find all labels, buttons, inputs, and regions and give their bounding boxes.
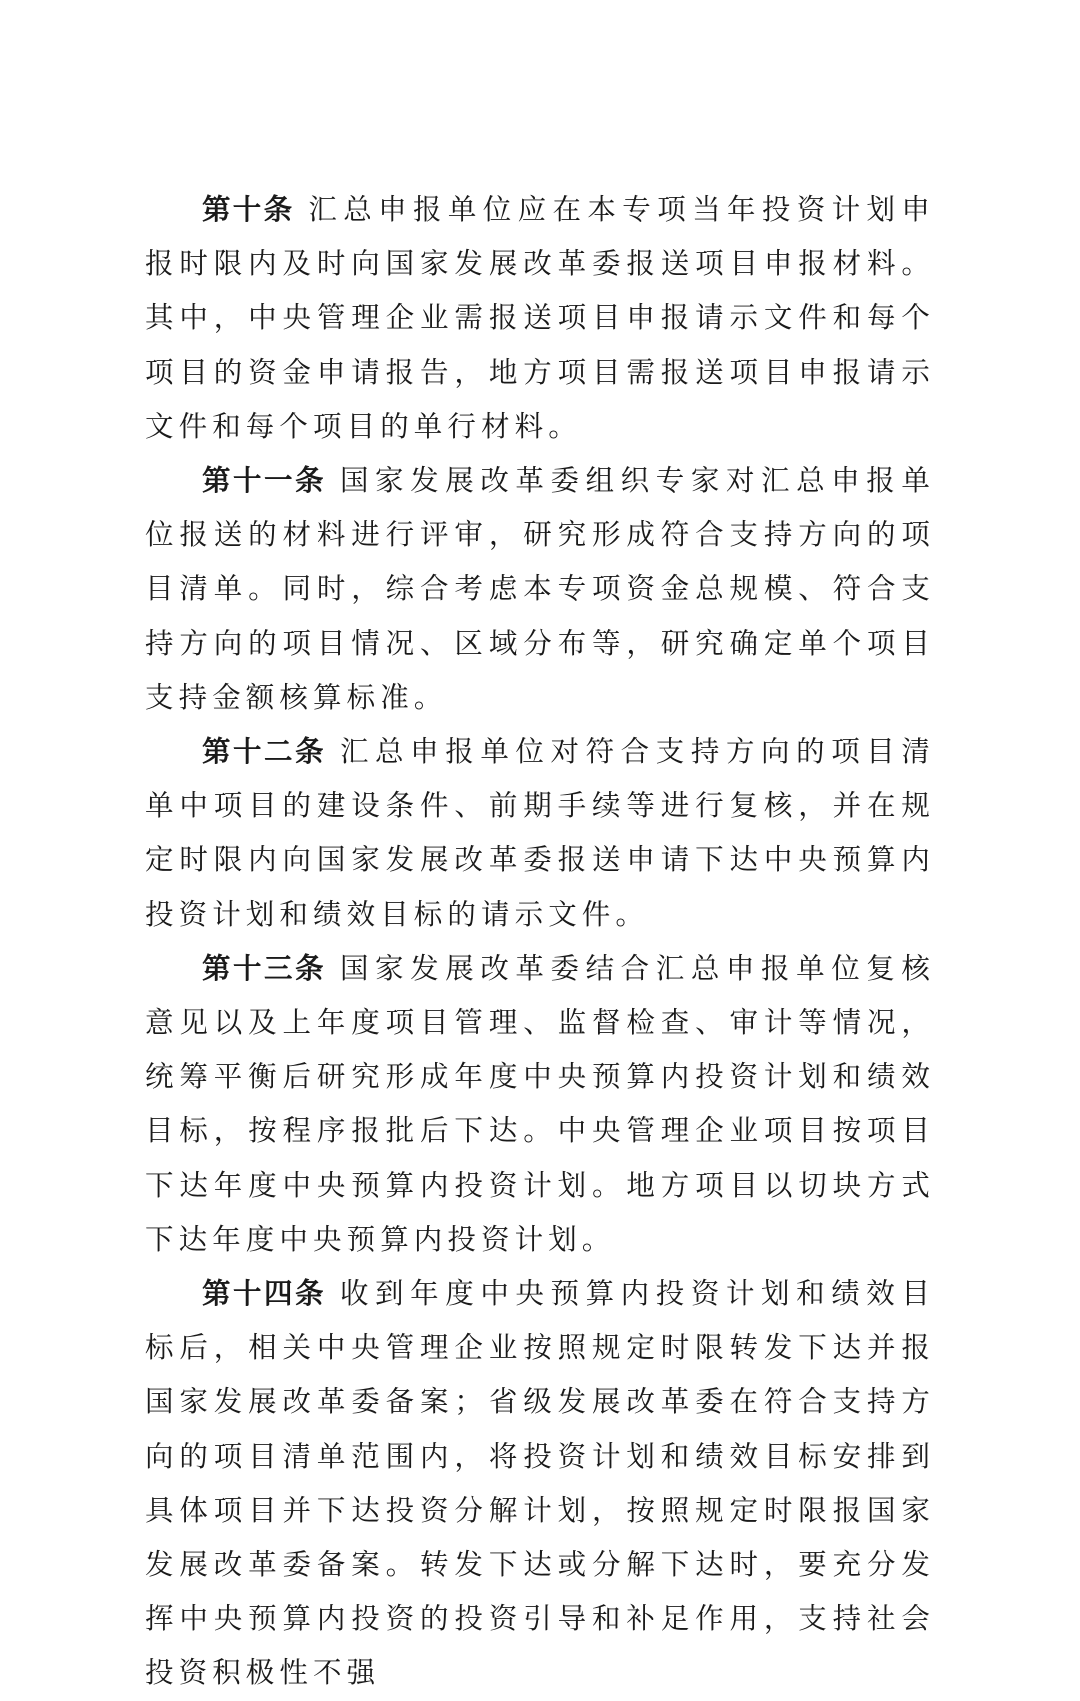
article-14-text: 收到年度中央预算内投资计划和绩效目标后，相关中央管理企业按照规定时限转发下达并报国家发展改革委备案；省级发展改革委在符合支持方向的项目清单范围内，将投资计划和绩效目标安排到具体项目并下达投资分解计划，按照规定时限报国家发展改革委备案。转发下达或分解下达时，要充分发挥中央预算内投资的投资引导和补足作用，支持社会投资积极性不强	[145, 1277, 935, 1690]
article-11-paragraph	[145, 454, 935, 725]
article-12-paragraph	[145, 725, 935, 942]
article-14-number: 第十四条	[202, 1277, 326, 1311]
article-10-paragraph	[145, 183, 935, 454]
article-11-text: 国家发展改革委组织专家对汇总申报单位报送的材料进行评审，研究形成符合支持方向的项目清单。同时，综合考虑本专项资金总规模、符合支持方向的项目情况、区域分布等，研究确定单个项目支持金额核算标准。	[145, 464, 935, 714]
article-11-number: 第十一条	[202, 464, 326, 498]
article-10-number: 第十条	[202, 193, 295, 226]
article-13-text: 国家发展改革委结合汇总申报单位复核意见以及上年度项目管理、监督检查、审计等情况，统筹平衡后研究形成年度中央预算内投资计划和绩效目标，按程序报批后下达。中央管理企业项目按项目下达年度中央预算内投资计划。地方项目以切块方式下达年度中央预算内投资计划。	[145, 951, 935, 1256]
article-10-text: 汇总申报单位应在本专项当年投资计划申报时限内及时向国家发展改革委报送项目申报材料。其中，中央管理企业需报送项目申报请示文件和每个项目的资金申请报告，地方项目需报送项目申报请示文件和每个项目的单行材料。	[145, 193, 935, 443]
article-12-number: 第十二条	[202, 735, 326, 769]
article-14-paragraph	[145, 1267, 935, 1701]
article-13-paragraph	[145, 942, 935, 1267]
document-body	[145, 183, 935, 1701]
article-13-number: 第十三条	[202, 951, 326, 985]
article-12-text: 汇总申报单位对符合支持方向的项目清单中项目的建设条件、前期手续等进行复核，并在规定时限内向国家发展改革委报送申请下达中央预算内投资计划和绩效目标的请示文件。	[145, 735, 935, 931]
